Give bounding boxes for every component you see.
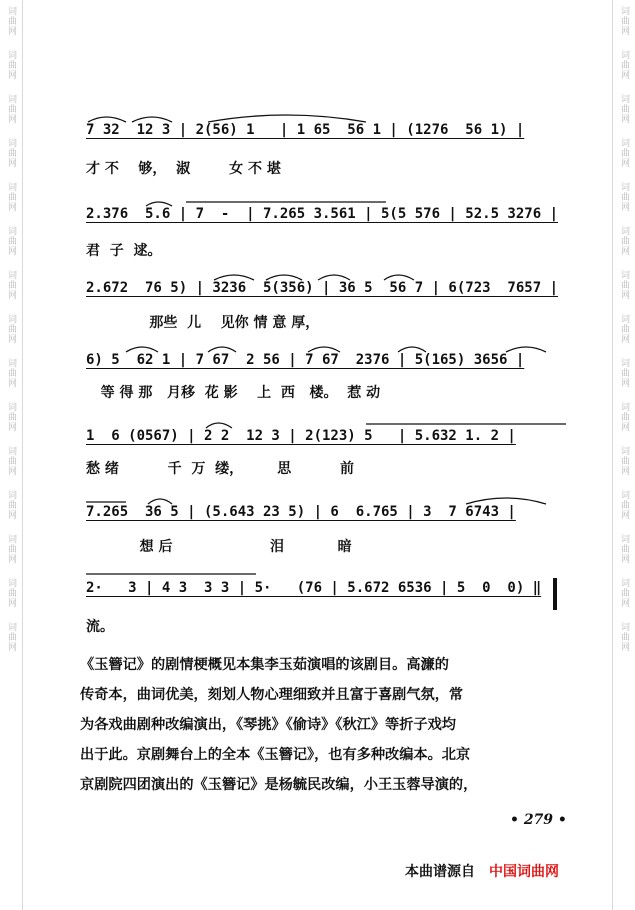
paragraph-line: 传奇本，曲词优美，刻划人物心理细致并且富于喜剧气氛，常 (80, 687, 464, 703)
slur-marks (86, 566, 566, 580)
watermark-mark: 词曲网 (619, 314, 629, 344)
watermark-mark: 词曲网 (619, 270, 629, 300)
lyrics-line: 才 不 够， 淑 女 不 堪 (86, 161, 281, 177)
watermark-mark: 词曲网 (6, 314, 16, 344)
watermark-mark: 词曲网 (619, 402, 629, 432)
notation-line: 6) 5 62 1 | 7 67 2 56 | 7 67 2376 | 5(165) 3656 | (86, 352, 525, 368)
watermark-mark: 词曲网 (619, 534, 629, 564)
paragraph-line: 京剧院四团演出的《玉簪记》是杨毓民改编，小王玉蓉导演的， (80, 777, 478, 793)
source-prefix: 本曲谱源自 (405, 864, 475, 880)
description-paragraph (80, 650, 566, 800)
watermark-mark: 词曲网 (619, 446, 629, 476)
watermark-mark: 词曲网 (6, 578, 16, 608)
watermark-mark: 词曲网 (619, 6, 629, 36)
notation-line: 1 6 (0567) | 2 2 12 3 | 2(123) 5 | 5.632 1. 2 | (86, 428, 516, 444)
lyrics-line: 那些 儿 见你 情 意 厚， (86, 315, 320, 331)
lyrics-line: 君 子 逑。 (86, 243, 162, 259)
watermark-mark: 词曲网 (6, 50, 16, 80)
watermark-mark: 词曲网 (6, 534, 16, 564)
lyrics-line: 想 后 泪 暗 (86, 539, 352, 555)
watermark-mark: 词曲网 (6, 490, 16, 520)
lyrics-line: 流。 (86, 619, 114, 635)
watermark-mark: 词曲网 (619, 622, 629, 652)
watermark-mark: 词曲网 (6, 94, 16, 124)
paragraph-line: 《玉簪记》的剧情梗概见本集李玉茹演唱的该剧目。高濂的 (80, 657, 449, 673)
lyrics-line: 愁 绪 千 万 缕， 思 前 (86, 461, 354, 477)
watermark-mark: 词曲网 (619, 50, 629, 80)
watermark-mark: 词曲网 (619, 490, 629, 520)
page-number: • 279 • (510, 812, 567, 828)
source-credit (405, 861, 559, 881)
watermark-mark: 词曲网 (619, 358, 629, 388)
watermark-mark: 词曲网 (619, 226, 629, 256)
right-watermark-strip (615, 0, 633, 910)
watermark-mark: 词曲网 (6, 138, 16, 168)
notation-line: 2· 3 | 4 3 3 3 | 5· (76 | 5.672 6536 | 5 0 0) ‖ (86, 580, 542, 596)
watermark-mark: 词曲网 (6, 622, 16, 652)
notation-line: 7.265 36 5 | (5.643 23 5) | 6 6.765 | 3 7 6743 | (86, 504, 516, 520)
paragraph-line: 出于此。京剧舞台上的全本《玉簪记》，也有多种改编本。北京 (80, 747, 471, 763)
left-watermark-strip (2, 0, 20, 910)
notation-line: 2.376 5.6 | 7 - | 7.265 3.561 | 5(5 576 | 52.5 3276 | (86, 206, 559, 222)
watermark-mark: 词曲网 (6, 182, 16, 212)
source-brand-link[interactable]: 中国词曲网 (489, 864, 559, 880)
watermark-mark: 词曲网 (6, 446, 16, 476)
watermark-mark: 词曲网 (6, 402, 16, 432)
final-barline (553, 578, 557, 610)
notation-line: 2.672 76 5) | 3236 5(356) | 36 5 56 7 | 6(723 7657 | (86, 280, 559, 296)
paragraph-line: 为各戏曲剧种改编演出，《琴挑》《偷诗》《秋江》等折子戏均 (80, 717, 456, 733)
watermark-mark: 词曲网 (619, 182, 629, 212)
watermark-mark: 词曲网 (619, 138, 629, 168)
lyrics-line: 等 得 那 月移 花 影 上 西 楼。 惹 动 (86, 385, 381, 401)
right-margin-rule (612, 0, 613, 910)
watermark-mark: 词曲网 (619, 578, 629, 608)
watermark-mark: 词曲网 (6, 358, 16, 388)
left-margin-rule (22, 0, 23, 910)
watermark-mark: 词曲网 (6, 226, 16, 256)
watermark-mark: 词曲网 (6, 6, 16, 36)
watermark-mark: 词曲网 (6, 270, 16, 300)
watermark-mark: 词曲网 (619, 94, 629, 124)
notation-line: 7 32 12 3 | 2(56) 1 | 1 65 56 1 | (1276 56 1) | (86, 122, 525, 138)
